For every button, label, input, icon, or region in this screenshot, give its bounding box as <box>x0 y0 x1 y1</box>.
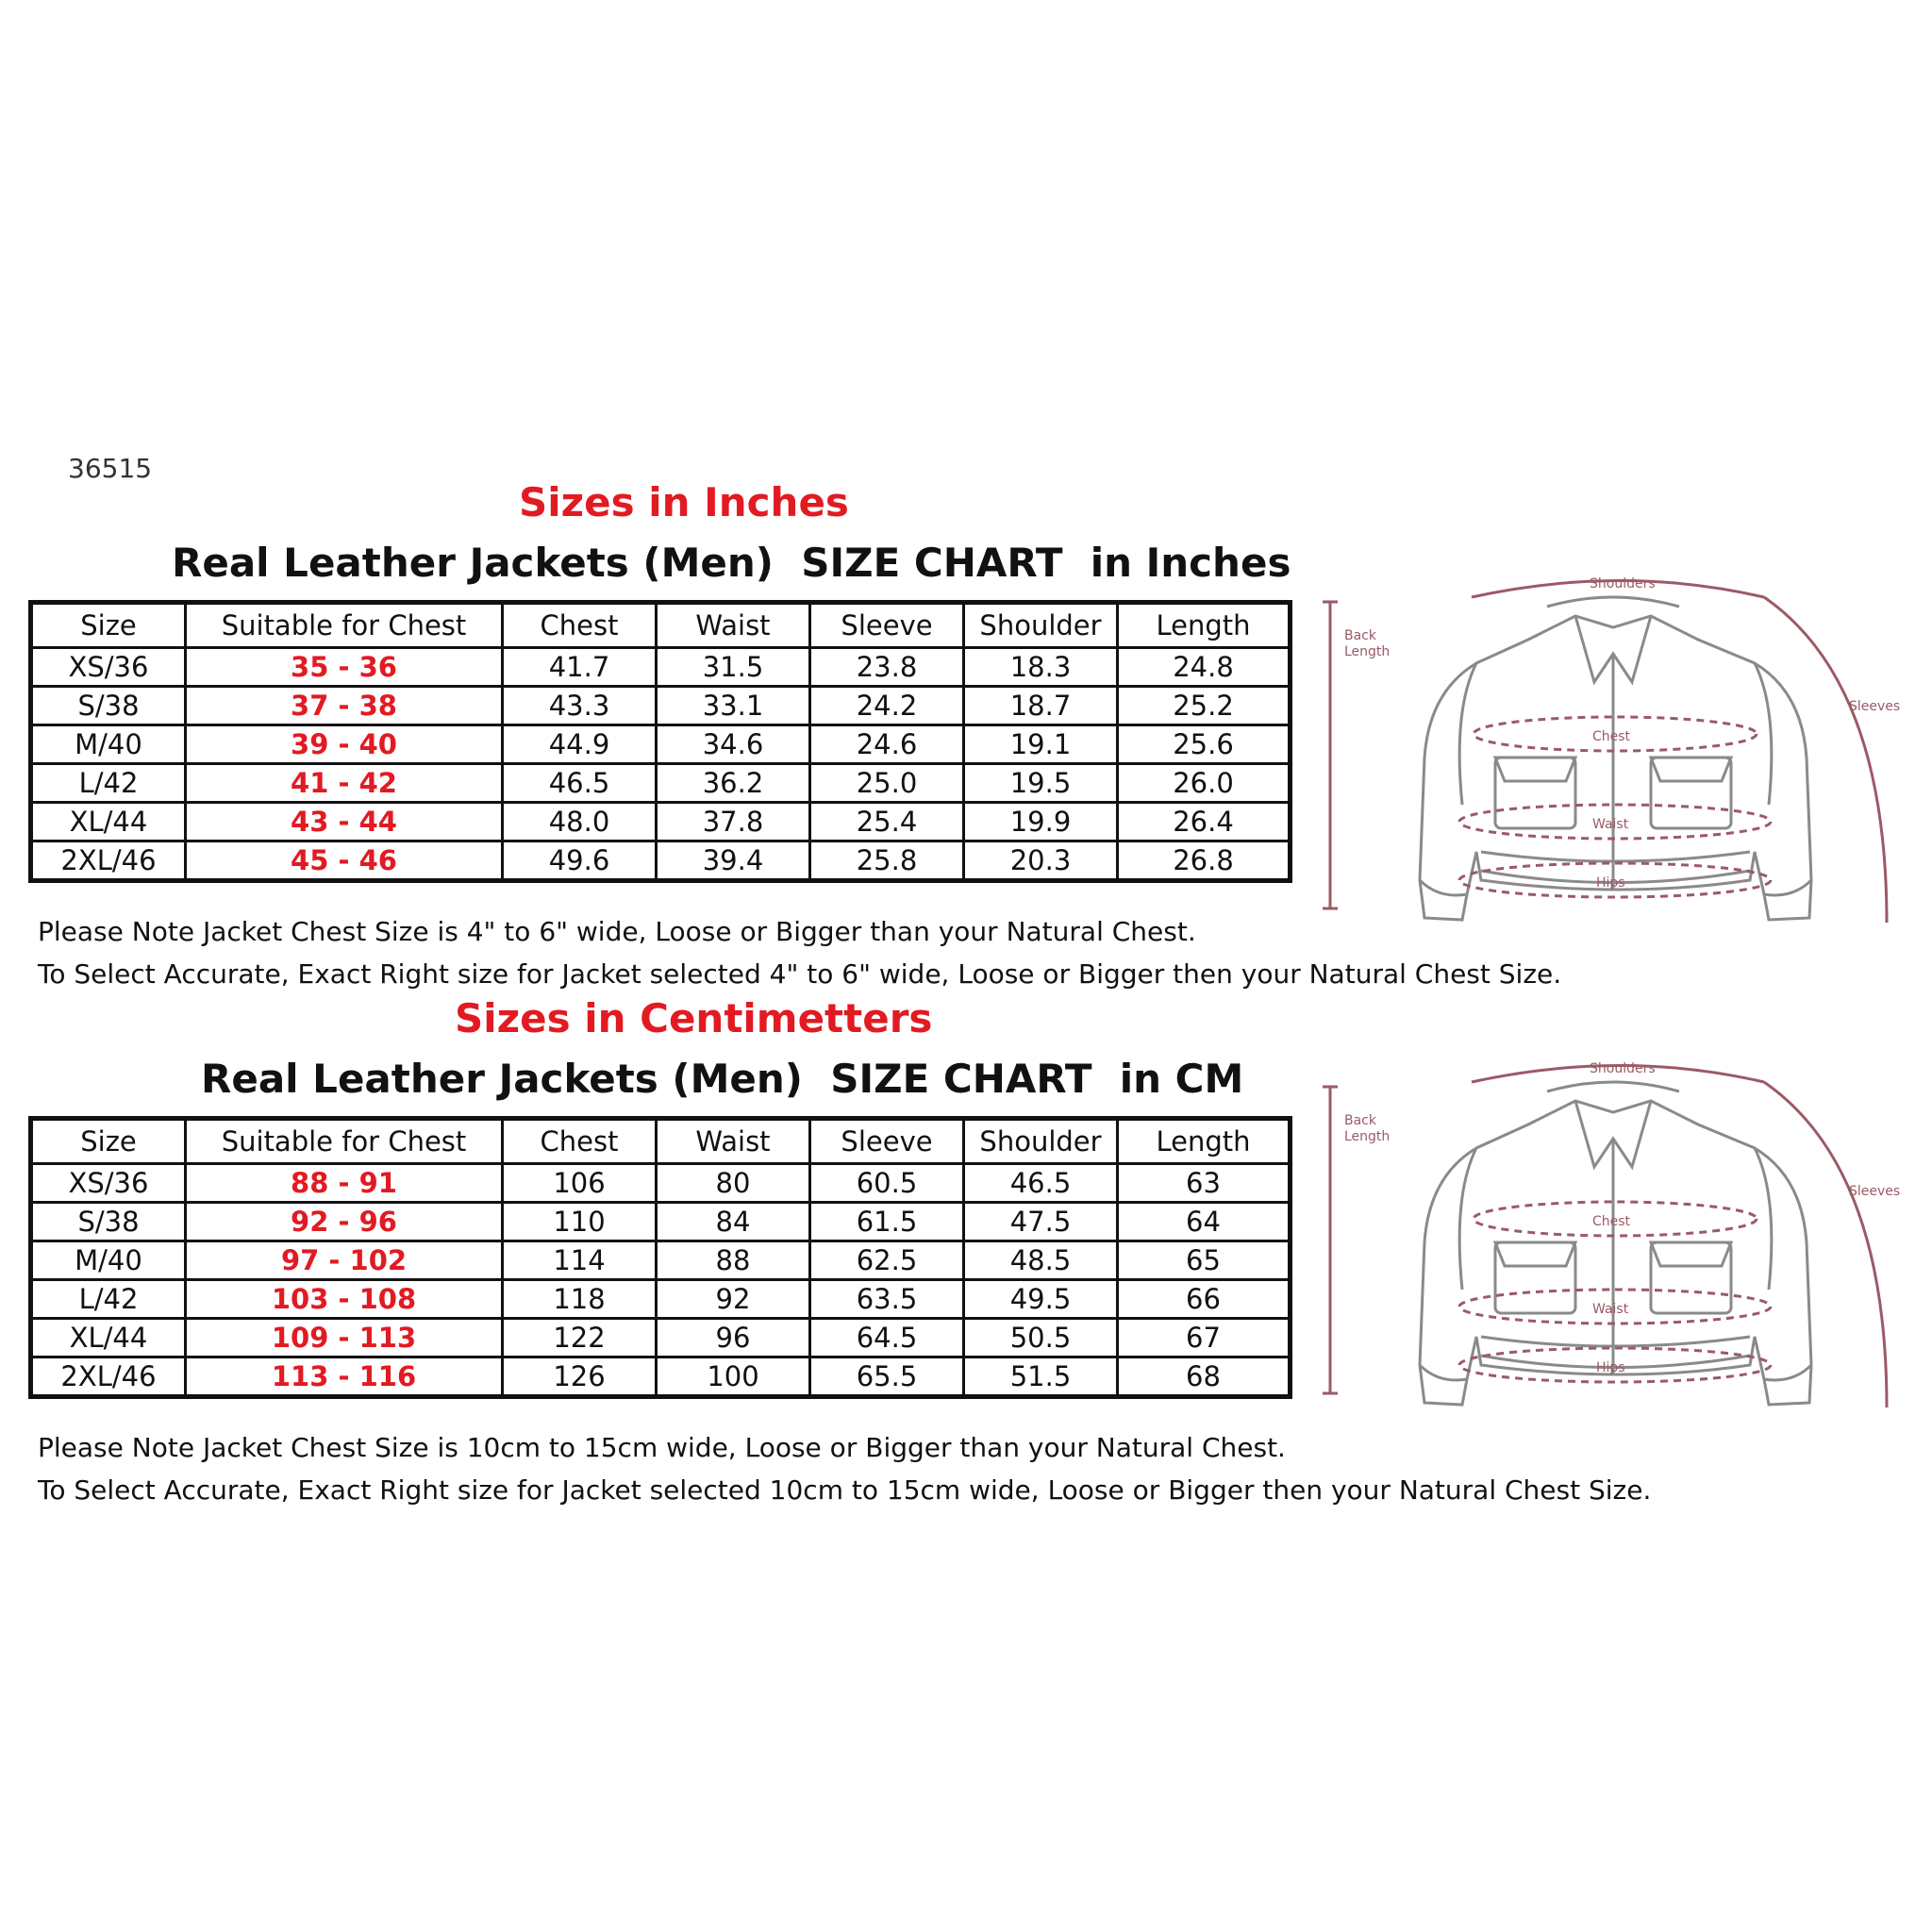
cell-chest: 46.5 <box>503 764 657 803</box>
label-shoulders: Shoulders <box>1590 1061 1656 1076</box>
cell-sleeve: 61.5 <box>810 1203 964 1241</box>
table-row <box>31 648 1291 687</box>
cell-suitable-chest: 35 - 36 <box>186 648 503 687</box>
cell-shoulder: 20.3 <box>964 841 1118 881</box>
cell-shoulder: 48.5 <box>964 1241 1118 1280</box>
cell-chest: 122 <box>503 1319 657 1357</box>
inches-section-title: Sizes in Inches <box>519 479 849 525</box>
cell-sleeve: 62.5 <box>810 1241 964 1280</box>
cell-size: 2XL/46 <box>31 841 186 881</box>
table-row <box>31 687 1291 725</box>
cell-waist: 100 <box>657 1357 810 1397</box>
header-suitable-for-chest: Suitable for Chest <box>186 603 503 648</box>
cell-chest: 41.7 <box>503 648 657 687</box>
header-waist: Waist <box>657 603 810 648</box>
cell-waist: 84 <box>657 1203 810 1241</box>
cell-chest: 114 <box>503 1241 657 1280</box>
cell-sleeve: 25.4 <box>810 803 964 841</box>
header-length: Length <box>1118 1119 1291 1164</box>
cell-size: 2XL/46 <box>31 1357 186 1397</box>
cell-shoulder: 19.1 <box>964 725 1118 764</box>
cell-chest: 44.9 <box>503 725 657 764</box>
header-sleeve: Sleeve <box>810 603 964 648</box>
cell-length: 25.2 <box>1118 687 1291 725</box>
cell-sleeve: 65.5 <box>810 1357 964 1397</box>
label-chest: Chest <box>1592 729 1631 744</box>
cell-suitable-chest: 88 - 91 <box>186 1164 503 1203</box>
catalog-code: 36515 <box>68 453 153 484</box>
cell-size: S/38 <box>31 1203 186 1241</box>
cm-note-1: Please Note Jacket Chest Size is 10cm to 15cm wide, Loose or Bigger than your Natural Chest. <box>38 1432 1286 1463</box>
cell-sleeve: 63.5 <box>810 1280 964 1319</box>
cell-sleeve: 25.8 <box>810 841 964 881</box>
cell-size: S/38 <box>31 687 186 725</box>
cell-suitable-chest: 37 - 38 <box>186 687 503 725</box>
header-size: Size <box>31 1119 186 1164</box>
header-sleeve: Sleeve <box>810 1119 964 1164</box>
label-length: Length <box>1344 644 1391 659</box>
label-sleeves: Sleeves <box>1849 699 1901 714</box>
cell-suitable-chest: 97 - 102 <box>186 1241 503 1280</box>
header-shoulder: Shoulder <box>964 603 1118 648</box>
cell-suitable-chest: 43 - 44 <box>186 803 503 841</box>
cell-shoulder: 18.7 <box>964 687 1118 725</box>
cell-chest: 106 <box>503 1164 657 1203</box>
cell-length: 64 <box>1118 1203 1291 1241</box>
jacket-measurement-diagram <box>1311 1054 1915 1412</box>
header-chest: Chest <box>503 603 657 648</box>
label-back: Back <box>1344 1113 1376 1128</box>
cm-section-title: Sizes in Centimetters <box>455 995 933 1041</box>
cell-waist: 37.8 <box>657 803 810 841</box>
cell-chest: 118 <box>503 1280 657 1319</box>
cell-waist: 92 <box>657 1280 810 1319</box>
table-row <box>31 1357 1291 1397</box>
cell-shoulder: 46.5 <box>964 1164 1118 1203</box>
cell-size: XS/36 <box>31 1164 186 1203</box>
cell-suitable-chest: 109 - 113 <box>186 1319 503 1357</box>
measurement-guides <box>1323 581 1887 924</box>
label-hips: Hips <box>1596 1360 1625 1375</box>
table-row <box>31 841 1291 881</box>
table-row <box>31 1319 1291 1357</box>
cell-length: 25.6 <box>1118 725 1291 764</box>
cell-sleeve: 24.6 <box>810 725 964 764</box>
inches-chart-title: Real Leather Jackets (Men) SIZE CHART in Inches <box>172 540 1291 586</box>
cell-size: XS/36 <box>31 648 186 687</box>
label-chest: Chest <box>1592 1214 1631 1229</box>
cell-length: 24.8 <box>1118 648 1291 687</box>
table-row <box>31 803 1291 841</box>
inches-note-2: To Select Accurate, Exact Right size for Jacket selected 4" to 6" wide, Loose or Bigger then your Natural Chest Size. <box>38 958 1562 990</box>
table-row <box>31 1203 1291 1241</box>
jacket-measurement-diagram <box>1311 569 1915 927</box>
table-header-row <box>31 603 1291 648</box>
cell-suitable-chest: 103 - 108 <box>186 1280 503 1319</box>
header-waist: Waist <box>657 1119 810 1164</box>
cell-sleeve: 24.2 <box>810 687 964 725</box>
cell-shoulder: 50.5 <box>964 1319 1118 1357</box>
cell-suitable-chest: 45 - 46 <box>186 841 503 881</box>
inches-note-1: Please Note Jacket Chest Size is 4" to 6" wide, Loose or Bigger than your Natural Chest. <box>38 916 1196 947</box>
cell-suitable-chest: 113 - 116 <box>186 1357 503 1397</box>
cell-waist: 34.6 <box>657 725 810 764</box>
header-size: Size <box>31 603 186 648</box>
header-suitable-for-chest: Suitable for Chest <box>186 1119 503 1164</box>
cell-length: 26.0 <box>1118 764 1291 803</box>
cell-sleeve: 60.5 <box>810 1164 964 1203</box>
cell-size: M/40 <box>31 1241 186 1280</box>
cell-chest: 43.3 <box>503 687 657 725</box>
header-length: Length <box>1118 603 1291 648</box>
cell-waist: 31.5 <box>657 648 810 687</box>
table-row <box>31 764 1291 803</box>
table-row <box>31 1164 1291 1203</box>
cell-length: 65 <box>1118 1241 1291 1280</box>
table-row <box>31 1280 1291 1319</box>
table-header-row <box>31 1119 1291 1164</box>
measurement-guides <box>1323 1066 1887 1408</box>
cell-waist: 39.4 <box>657 841 810 881</box>
header-shoulder: Shoulder <box>964 1119 1118 1164</box>
cell-sleeve: 64.5 <box>810 1319 964 1357</box>
cm-note-2: To Select Accurate, Exact Right size for Jacket selected 10cm to 15cm wide, Loose or Bigger then your Natural Chest Size. <box>38 1474 1652 1506</box>
label-sleeves: Sleeves <box>1849 1184 1901 1199</box>
cm-size-table <box>28 1116 1292 1399</box>
cm-chart-title: Real Leather Jackets (Men) SIZE CHART in CM <box>201 1056 1244 1102</box>
cell-length: 26.4 <box>1118 803 1291 841</box>
table-row <box>31 1241 1291 1280</box>
cell-waist: 88 <box>657 1241 810 1280</box>
cell-length: 67 <box>1118 1319 1291 1357</box>
cell-chest: 48.0 <box>503 803 657 841</box>
cell-shoulder: 47.5 <box>964 1203 1118 1241</box>
cell-waist: 33.1 <box>657 687 810 725</box>
label-waist: Waist <box>1592 1302 1629 1317</box>
cell-waist: 36.2 <box>657 764 810 803</box>
cell-size: XL/44 <box>31 803 186 841</box>
cell-suitable-chest: 39 - 40 <box>186 725 503 764</box>
label-length: Length <box>1344 1129 1391 1144</box>
cell-chest: 49.6 <box>503 841 657 881</box>
cell-size: M/40 <box>31 725 186 764</box>
label-hips: Hips <box>1596 875 1625 891</box>
cell-chest: 110 <box>503 1203 657 1241</box>
cell-sleeve: 25.0 <box>810 764 964 803</box>
cell-shoulder: 51.5 <box>964 1357 1118 1397</box>
cell-length: 68 <box>1118 1357 1291 1397</box>
inches-size-table <box>28 600 1292 883</box>
cell-shoulder: 18.3 <box>964 648 1118 687</box>
label-waist: Waist <box>1592 817 1629 832</box>
header-chest: Chest <box>503 1119 657 1164</box>
cell-size: L/42 <box>31 764 186 803</box>
cell-length: 26.8 <box>1118 841 1291 881</box>
label-back: Back <box>1344 628 1376 643</box>
cell-shoulder: 19.9 <box>964 803 1118 841</box>
cell-size: L/42 <box>31 1280 186 1319</box>
cell-waist: 96 <box>657 1319 810 1357</box>
cell-size: XL/44 <box>31 1319 186 1357</box>
label-shoulders: Shoulders <box>1590 576 1656 591</box>
cell-chest: 126 <box>503 1357 657 1397</box>
cell-length: 66 <box>1118 1280 1291 1319</box>
cell-waist: 80 <box>657 1164 810 1203</box>
cell-suitable-chest: 41 - 42 <box>186 764 503 803</box>
cell-suitable-chest: 92 - 96 <box>186 1203 503 1241</box>
table-row <box>31 725 1291 764</box>
cell-sleeve: 23.8 <box>810 648 964 687</box>
cell-shoulder: 49.5 <box>964 1280 1118 1319</box>
cell-shoulder: 19.5 <box>964 764 1118 803</box>
cell-length: 63 <box>1118 1164 1291 1203</box>
